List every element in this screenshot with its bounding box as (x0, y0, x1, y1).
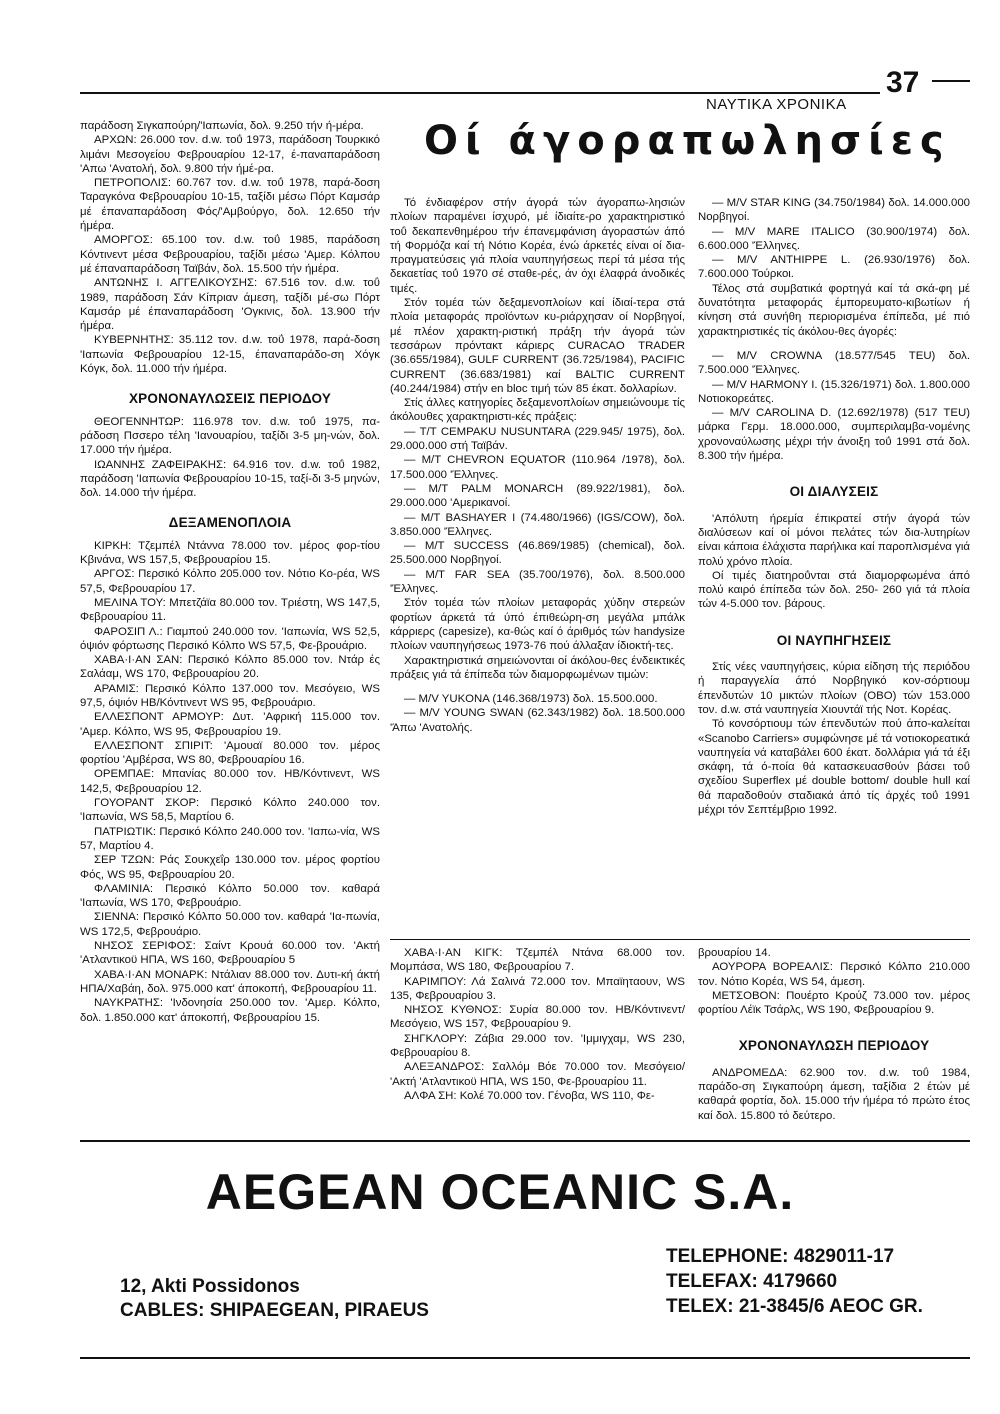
paragraph: ΜΕΤΣΟΒΟΝ: Πουέρτο Κρούζ 73.000 τον. μέρος φορτίου Λέϊκ Τσάρλς, WS 190, Φεβρουαρίου 9. (698, 989, 970, 1017)
magazine-name: ΝΑΥΤΙΚΑ ΧΡΟΝΙΚΑ (706, 96, 847, 113)
paragraph: Στίς νέες ναυπηγήσεις, κύρια είδηση τής περιόδου ή παραγγελία άπό Νορβηγικό κον-σόρτιουμ έπενδυτών 10 μικτών πλοίων (OBO) τών 153.000 τον. d.w. στά ναυπηγεία Χιουντάϊ τής Νοτ. Κορέας. (698, 661, 970, 716)
section-heading: ΧΡΟΝΟΝΑΥΛΩΣΕΙΣ ΠΕΡΙΟΔΟΥ (128, 391, 332, 407)
ad-telex: TELEX: 21-3845/6 AEOC GR. (666, 1296, 923, 1317)
bottom-section-rule (390, 939, 970, 940)
paragraph: — Μ/V YOUNG SWAN (62.343/1982) δολ. 18.500.000 'Άπω 'Ανατολής. (390, 707, 685, 734)
ad-top-rule (80, 1140, 970, 1142)
paragraph: — Μ/V MARE ITALICO (30.900/1974) δολ. 6.600.000 'Έλληνες. (698, 225, 970, 252)
left-column (80, 119, 380, 1025)
paragraph: — Μ/V YUKONA (146.368/1973) δολ. 15.500.000. (404, 693, 658, 706)
section-heading: ΔΕΞΑΜΕΝΟΠΛΟΙΑ (168, 515, 292, 531)
header-rule-left (80, 92, 880, 94)
paragraph: Τό ένδιαφέρον στήν άγορά τών άγοραπω-λησιών πλοίων παραμένει ίσχυρό, μέ ίδιαίτε-ρο χαρακτηριστικό τοΰ δεκαπενθημέρου τήν έπανεμφάνιση άγοραστών άπό τή Φορμόζα καί τή Νότιο Κορέα, ένώ άρκετές είναι οί δια-πραγματεύσεις γιά πλοία ναυπηγήσεως περί τά μέσα τής δεκαετίας τοΰ 1970 σέ σταθε-ρές, άν όχι έλαφρά άνοδικές τιμές. (390, 197, 685, 295)
paragraph: ΚΙΡΚΗ: Τζεμπέλ Ντάννα 78.000 τον. μέρος φορ-τίου Κβινάνα, WS 157,5, Φεβρουαρίου 15. (80, 539, 380, 567)
paragraph: ΦΑΡΟΣΙΠ Λ.: Γιαμπού 240.000 τον. 'Ιαπωνία, WS 52,5, όψιόν φόρτωσης Περσικό Κόλπο WS 57,5, Φε-βρουάριο. (80, 625, 380, 652)
ad-telephone: TELEPHONE: 4829011-17 (666, 1246, 895, 1267)
paragraph: ΑΛΦΑ ΣΗ: Κολέ 70.000 τον. Γένοβα, WS 110, Φε- (404, 1089, 655, 1102)
paragraph: παράδοση Σιγκαπούρη/'Ιαπωνία, δολ. 9.250 τήν ή-μέρα. (80, 120, 364, 132)
paragraph: Στόν τομέα τών δεξαμενοπλοίων καί ίδιαί-τερα στά πλοία μεταφοράς προϊόντων κυ-ριάρχησαν οί Νορβηγοί, μέ πλέον χαρακτη-ριστική πράξη τήν άγορά τών τεσσάρων πρόντακτ κάριερς CURACAO TRADER (36.655/1984), GULF CURRENT (36.725/1984), PACIFIC CURRENT (36.683/1981) καί BALTIC CURRENT (40.244/1984) στήν en bloc τιμή τών 85 έκατ. δολλαρίων. (390, 297, 685, 395)
ad-bottom-rule (80, 1357, 970, 1359)
paragraph: — Μ/V CAROLINA D. (12.692/1978) (517 TEU) μάρκα Γερμ. 18.000.000, συμπεριλαμβα-νομένης χρονοναύλωσης μέχρι τήν άνοιξη τοΰ 1991 στά δολ. 8.300 τήν ήμέρα. (698, 407, 970, 463)
paragraph: ΑΡΓΟΣ: Περσικό Κόλπο 205.000 τον. Νότιο Κο-ρέα, WS 57,5, Φεβρουαρίου 17. (80, 568, 380, 595)
paragraph: ΠΕΤΡΟΠΟΛΙΣ: 60.767 τον. d.w. τοΰ 1978, παρά-δοση Ταραγκόνα Φεβρουαρίου 10-15, ταξίδι μέσω Πόρτ Καμσάρ μέ έπαναπαράδοση Φός/'Αμβούργο, δολ. 12.650 τήν ήμέρα. (80, 177, 380, 233)
paragraph: Τέλος στά συμβατικά φορτηγά καί τά σκά-φη μέ δυνατότητα μεταφοράς έμπορευματο-κιβωτίων ή κίνηση στά συνήθη περιορισμένα έπίπεδα, μέ πιό χαρακτηριστικές τίς άκόλου-θες άγορές: (698, 282, 970, 338)
paragraph: — Μ/Τ PALM MONARCH (89.922/1981), δολ. 29.000.000 'Αμερικανοί. (390, 482, 685, 510)
paragraph: Στόν τομέα τών πλοίων μεταφοράς χύδην στερεών φορτίων άρκετά τά ύπό έπιθεώρη-ση μεγάλα μπάλκ κάρριερς (capesize), κα-θώς καί ό άριθμός τών handysize πλοίων ναυπηγήσεως 1973-76 πού άλλαξαν ίδιοκτή-τες. (390, 597, 685, 653)
paragraph: ΚΥΒΕΡΝΗΤΗΣ: 35.112 τον. d.w. τοΰ 1978, παρά-δοση 'Ιαπωνία Φεβρουαρίου 12-15, έπαναπαράδο-ση Χόγκ Κόγκ, δολ. 11.000 τήν ήμέρα. (80, 334, 380, 376)
ad-cables: CABLES: SHIPAEGEAN, PIRAEUS (120, 1300, 429, 1321)
paragraph: — Μ/V HARMONY I. (15.326/1971) δολ. 1.800.000 Νοτιοκορεάτες. (698, 378, 970, 405)
section-heading: ΧΡΟΝΟΝΑΥΛΩΣΗ ΠΕΡΙΟΔΟΥ (738, 1038, 930, 1054)
paragraph: — Μ/Τ SUCCESS (46.869/1985) (chemical), δολ. 25.500.000 Νορβηγοί. (390, 540, 685, 567)
paragraph: ΟΡΕΜΠΑΕ: Μπανίας 80.000 τον. ΗΒ/Κόντινεντ, WS 142,5, Φεβρουαρίου 12. (80, 768, 380, 795)
paragraph: Οί τιμές διατηροΰνται στά διαμορφωμένα άπό πολύ καιρό έπίπεδα τών δολ. 250- 260 γιά τά πλοία τών 4-5.000 τον. βάρους. (698, 569, 970, 611)
paragraph: — Μ/V ANTHIPPE L. (26.930/1976) δολ. 7.600.000 Τούρκοι. (698, 254, 970, 281)
section-heading: ΟΙ ΝΑΥΠΗΓΗΣΕΙΣ (776, 632, 892, 648)
paragraph: ΙΩΑΝΝΗΣ ΖΑΦΕΙΡΑΚΗΣ: 64.916 τον. d.w. τοΰ 1982, παράδοση 'Ιαπωνία Φεβρουαρίου 10-15, ταξί-δι 3-5 μηνών, δολ. 14.000 τήν ήμέρα. (80, 458, 380, 500)
paragraph: ΣΗΓΚΛΟΡΥ: Ζάβια 29.000 τον. 'Ιμμιγχαμ, WS 230, Φεβρουαρίου 8. (390, 1032, 685, 1060)
right-column (698, 196, 970, 817)
paragraph: ΧΑΒΑ·Ι·ΑΝ ΚΙΓΚ: Τζεμπέλ Ντάνα 68.000 τον. Μομπάσα, WS 180, Φεβρουαρίου 7. (390, 947, 685, 974)
ad-address: 12, Akti Possidonos (120, 1276, 300, 1297)
paragraph: ΝΗΣΟΣ ΚΥΘΝΟΣ: Συρία 80.000 τον. ΗΒ/Κόντινεντ/ Μεσόγειο, WS 157, Φεβρουαρίου 9. (390, 1004, 685, 1031)
paragraph: ΑΝΔΡΟΜΕΔΑ: 62.900 τον. d.w. τοΰ 1984, παράδο-ση Σιγκαπούρη άμεση, ταξίδια 2 έτών μέ καθαρά φορτία, δολ. 15.000 τήν ήμέρα τό πρώτο έτος καί δολ. 15.800 τό δεύτερο. (698, 1066, 970, 1122)
paragraph: Τό κονσόρτιουμ τών έπενδυτών πού άπο-καλείται «Scanobo Carriers» συμφώνησε μέ τά νοτιοκορεατικά ναυπηγεία νά καταβάλει 600 έκατ. δολλάρια γιά τά έξι σκάφη, τά ό-ποία θά κατασκευασθούν βάσει τοΰ σχεδίου Superflex μέ double bottom/ double hull καί θά παραδοθούν σταδιακά άπό τίς άρχές τοΰ 1991 μέχρι τόν Σεπτέμβριο 1992. (698, 718, 970, 816)
paragraph: ΑΡΧΩΝ: 26.000 τον. d.w. τοΰ 1973, παράδοση Τουρκικό λιμάνι Μεσογείου Φεβρουαρίου 12-17, έ-παναπαράδοση 'Απω 'Ανατολή, δολ. 9.800 τήν ήμέ-ρα. (80, 134, 380, 175)
paragraph: ΝΑΥΚΡΑΤΗΣ: 'Ινδονησία 250.000 τον. 'Αμερ. Κόλπο, δολ. 1.850.000 κατ' άποκοπή, Φεβρουαρίου 15. (80, 997, 380, 1024)
paragraph: ΑΛΕΞΑΝΔΡΟΣ: Σαλλόμ Βόε 70.000 τον. Μεσόγειο/ 'Ακτή 'Ατλαντικοϋ ΗΠΑ, WS 150, Φε-βρουαρίου 11. (390, 1061, 685, 1088)
paragraph: ΘΕΟΓΕΝΝΗΤΩΡ: 116.978 τον. d.w. τοΰ 1975, πα-ράδοση Πσσερο τέλη 'Ιανουαρίου, ταξίδι 3-5 μη-νών, δολ. 17.000 τήν ήμέρα. (80, 415, 380, 457)
middle-column (390, 196, 685, 735)
paragraph: Στίς άλλες κατηγορίες δεξαμενοπλοίων σημειώνουμε τίς άκόλουθες χαρακτηριστι-κές πράξεις: (390, 397, 685, 424)
paragraph: βρουαρίου 14. (698, 947, 771, 959)
paragraph: — Μ/Τ FAR SEA (35.700/1976), δολ. 8.500.000 'Έλληνες. (390, 568, 685, 596)
paragraph: — Μ/V STAR KING (34.750/1984) δολ. 14.000.000 Νορβηγοί. (698, 197, 970, 224)
paragraph: ΣΕΡ ΤΖΩΝ: Ράς Σουκχεΐρ 130.000 τον. μέρος φορτίου Φός, WS 95, Φεβρουαρίου 20. (80, 854, 380, 881)
paragraph: ΦΛΑΜΙΝΙΑ: Περσικό Κόλπο 50.000 τον. καθαρά 'Ιαπωνία, WS 170, Φεβρουάριο. (80, 882, 380, 910)
paragraph: ΕΛΛΕΣΠΟΝΤ ΣΠΙΡΙΤ: 'Αμουαϊ 80.000 τον. μέρος φορτίου 'Αμβέρσα, WS 80, Φεβρουαρίου 16. (80, 739, 380, 767)
paragraph: ΝΗΣΟΣ ΣΕΡΙΦΟΣ: Σαίντ Κρουά 60.000 τον. 'Ακτή 'Ατλαντικοϋ ΗΠΑ, WS 160, Φεβρουαρίου 5 (80, 940, 380, 967)
paragraph: ΓΟΥΟΡΑΝΤ ΣΚΟΡ: Περσικό Κόλπο 240.000 τον. 'Ιαπωνία, WS 58,5, Μαρτίου 6. (80, 797, 380, 824)
paragraph: — Μ/Τ BASHAYER I (74.480/1966) (IGS/COW), δολ. 3.850.000 'Έλληνες. (390, 511, 685, 538)
paragraph: ΜΕΛΙΝΑ ΤΟΥ: Μπετζάϊα 80.000 τον. Τριέστη, WS 147,5, Φεβρουαρίου 11. (80, 596, 380, 624)
paragraph: ΑΜΟΡΓΟΣ: 65.100 τον. d.w. τοΰ 1985, παράδοση Κόντινεντ μέσα Φεβρουαρίου, ταξίδι μέσω 'Αμερ. Κόλπου μέ έπαναπαράδοση Ταϊβάν, δολ. 15.500 τήν ήμέρα. (80, 234, 380, 275)
paragraph: ΧΑΒΑ·Ι·ΑΝ ΣΑΝ: Περσικό Κόλπο 85.000 τον. Ντάρ ές Σαλάαμ, WS 170, Φεβρουαρίου 20. (80, 654, 380, 681)
paragraph: ΧΑΒΑ·Ι·ΑΝ ΜΟΝΑΡΚ: Ντάλιαν 88.000 τον. Δυτι-κή άκτή ΗΠΑ/Χαβάη, δολ. 975.000 κατ' άποκοπή, Φεβρουαρίου 11. (80, 968, 380, 995)
paragraph: ΑΡΑΜΙΣ: Περσικό Κόλπο 137.000 τον. Μεσόγειο, WS 97,5, όψιόν ΗΒ/Κόντινεντ WS 95, Φεβρουάριο. (80, 682, 380, 709)
paragraph: — Μ/V CROWNA (18.577/545 TEU) δολ. 7.500.000 'Έλληνες. (698, 349, 970, 377)
ad-telefax: TELEFAX: 4179660 (666, 1271, 838, 1292)
bottom-middle-column (390, 946, 685, 1103)
paragraph: ΣΙΕΝΝΑ: Περσικό Κόλπο 50.000 τον. καθαρά 'Ια-πωνία, WS 172,5, Φεβρουάριο. (80, 911, 380, 938)
article-title: Οί άγοραπωλησίες (424, 118, 951, 164)
ad-company-name: AEGEAN OCEANIC S.A. (205, 1164, 795, 1220)
header-rule-right (932, 80, 970, 82)
paragraph: ΚΑΡΙΜΠΟΥ: Λά Σαλινά 72.000 τον. Μπαϊηταουν, WS 135, Φεβρουαρίου 3. (390, 975, 685, 1002)
paragraph: Χαρακτηριστικά σημειώνονται οί άκόλου-θες ένδεικτικές πράξεις γιά τά έπίπεδα τών διαμορφωμένων τιμών: (390, 654, 685, 681)
section-heading: ΟΙ ΔΙΑΛΥΣΕΙΣ (789, 484, 879, 500)
paragraph: ΑΟΥΡΟΡΑ ΒΟΡΕΑΛΙΣ: Περσικό Κόλπο 210.000 τον. Νότιο Κορέα, WS 54, άμεση. (698, 961, 970, 988)
paragraph: ΠΑΤΡΙΩΤΙΚ: Περσικό Κόλπο 240.000 τον. 'Ιαπω-νία, WS 57, Μαρτίου 4. (80, 825, 380, 852)
paragraph: — Τ/Τ CEMPAKU NUSUNTARA (229.945/ 1975), δολ. 29.000.000 στή Ταϊβάν. (390, 425, 685, 453)
paragraph: ΑΝΤΩΝΗΣ Ι. ΑΓΓΕΛΙΚΟΥΣΗΣ: 67.516 τον. d.w. τοΰ 1989, παράδοση Σάν Κίπριαν άμεση, ταξίδι μέ-σω Πόρτ Καμσάρ μέ έπαναπαράδοση 'Ογκινις, δολ. 13.900 τήν ήμέρα. (80, 277, 380, 333)
paragraph: — Μ/Τ CHEVRON EQUATOR (110.964 /1978), δολ. 17.500.000 'Έλληνες. (390, 454, 685, 481)
page-number: 37 (886, 66, 920, 99)
bottom-right-column (698, 946, 970, 1123)
paragraph: 'Απόλυτη ήρεμία έπικρατεί στήν άγορά τών διαλύσεων καί οί μόνοι πελάτες τών δια-λυτηρίων είναι κάποια έλάχιστα παρήλικα καί παροπλισμένα γιά πολύ χρόνο πλοία. (698, 512, 970, 568)
paragraph: ΕΛΛΕΣΠΟΝΤ ΑΡΜΟΥΡ: Δυτ. 'Αφρική 115.000 τον. 'Αμερ. Κόλπο, WS 95, Φεβρουαρίου 19. (80, 711, 380, 738)
